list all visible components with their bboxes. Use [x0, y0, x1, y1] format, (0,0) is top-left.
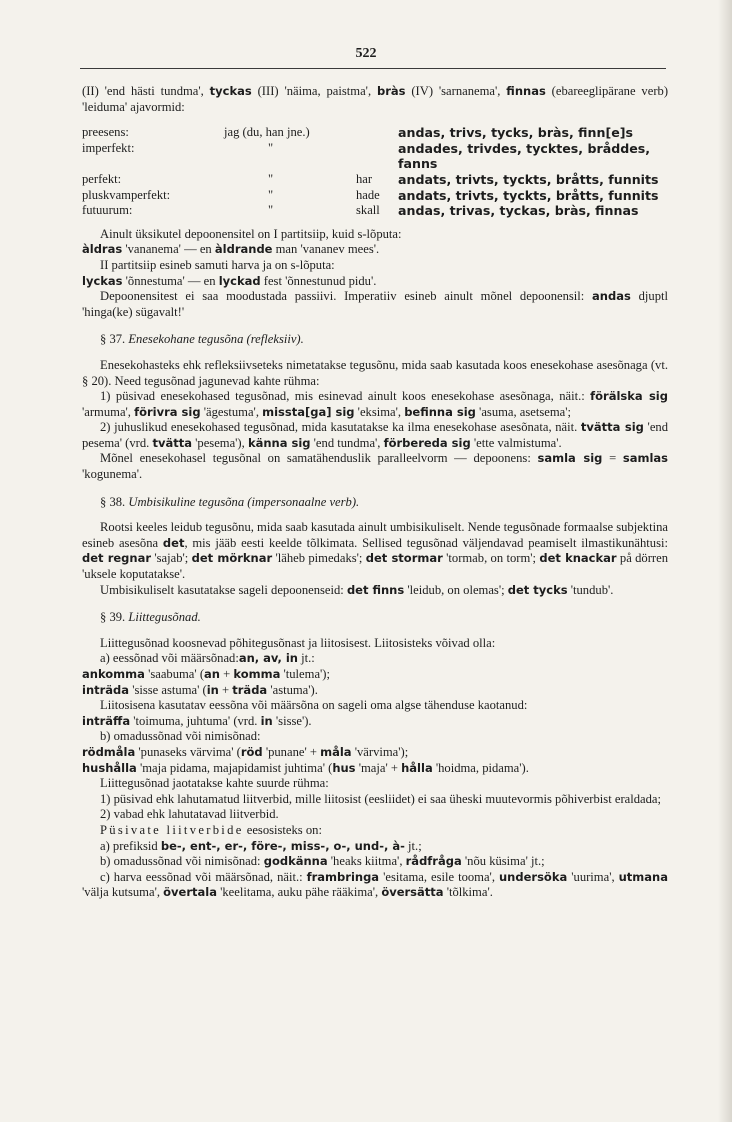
conjugation-table — [82, 125, 668, 219]
paragraph: Rootsi keeles leidub tegusõnu, mida saab kasutada ainult umbisikuliselt. Nende tegusõnade formaalse subjektina esineb asesõna det, mis jääb eesti keelde tõlkimata. Sellised tegusõnad väljendavad peamiselt ilmastikunähtusi: det regnar 'sajab'; det mörknar 'läheb pimedaks'; det stormar 'tormab, on torm'; det knackar på dörren 'uksele koputatakse'. — [82, 520, 668, 582]
paragraph: Enesekohasteks ehk refleksiivseteks nimetatakse tegusõnu, mida saab kasutada koos enesekohase asesõnaga (vt. § 20). Need tegusõnad jagunevad kahte rühma: — [82, 357, 668, 388]
page-number: 522 — [355, 46, 377, 61]
paragraph: Umbisikuliselt kasutatakse sageli depoonenseid: det finns 'leidub, on olemas'; det tycks 'tundub'. — [100, 582, 614, 597]
deponent-note: Depoonensitest ei saa moodustada passiivi. Imperatiiv esineb ainult mõnel depoonensil: andas djuptl 'hinga(ke) sügavalt!' — [82, 289, 668, 319]
deponent-example: lyckas 'õnnestuma' — en lyckad fest 'õnnestunud pidu'. — [82, 273, 377, 288]
intro-paragraph: (II) 'end hästi tundma', tyckas (III) 'näima, paistma', bràs (IV) 'sarnanema', finnas (ebareeglipärane verb) 'leiduma' ajavormid: — [82, 84, 669, 114]
header-rule — [80, 68, 666, 69]
section-heading-39: § 39. Liittegusõnad. — [100, 610, 201, 625]
paragraph: 1) püsivad enesekohased tegusõnad, mis esinevad ainult koos enesekohase asesõnaga, näit.: förälska sig 'armuma', förivra sig 'ägestuma', missta[ga] sig 'eksima', befinna sig 'asuma, asetsema'; — [82, 389, 668, 419]
paragraph: a) prefiksid be-, ent-, er-, före-, miss-, o-, und-, à- jt.; — [100, 838, 422, 853]
paragraph: Liittegusõnad jaotatakse kahte suurde rühma: — [100, 776, 329, 791]
example-line: rödmåla 'punaseks värvima' (röd 'punane' + måla 'värvima'); — [82, 744, 409, 759]
conjugation-row: imperfekt: " andades, trivdes, tycktes, bråddes, fanns — [82, 140, 651, 172]
deponent-example: àldras 'vananema' — en àldrande man 'vananev mees'. — [82, 242, 380, 257]
deponent-note: Ainult üksikutel depoonensitel on I partitsiip, kuid s-lõputa: — [100, 226, 402, 241]
page-edge-shadow — [718, 0, 732, 1122]
paragraph: b) omadussõnad või nimisõnad: — [100, 729, 261, 744]
page-content — [82, 84, 668, 901]
paragraph: c) harva eessõnad või määrsõnad, näit.: frambringa 'esitama, esile tooma', undersöka 'uurima', utmana 'välja kutsuma', övertala 'keelitama, auku pähe rääkima', översätta 'tõlkima'. — [82, 869, 668, 900]
conjugation-row: pluskvamperfekt: " hade andats, trivts, tyckts, bråtts, funnits — [82, 187, 659, 203]
conjugation-row: perfekt: " har andats, trivts, tyckts, bråtts, funnits — [82, 171, 659, 187]
paragraph: Liittegusõnad koosnevad põhitegusõnast ja liitosisest. Liitosisteks võivad olla: — [100, 635, 496, 650]
example-line: inträffa 'toimuma, juhtuma' (vrd. in 'sisse'). — [82, 713, 312, 728]
section-heading-38: § 38. Umbisikuline tegusõna (impersonaalne verb). — [100, 494, 360, 509]
conjugation-row: preesens: jag (du, han jne.) andas, trivs, tycks, bràs, finn[e]s — [82, 125, 634, 141]
conjugation-row: futuurum: " skall andas, trivas, tyckas, bràs, finnas — [82, 203, 639, 219]
example-line: hushålla 'maja pidama, majapidamist juhtima' (hus 'maja' + hålla 'hoidma, pidama'). — [82, 760, 529, 775]
paragraph: Püsivate liitverbide eesosisteks on: — [100, 822, 322, 837]
section-heading-37: § 37. Enesekohane tegusõna (refleksiiv). — [100, 332, 304, 347]
paragraph: Mõnel enesekohasel tegusõnal on samatähenduslik paralleelvorm — depoonens: samla sig = samlas 'kogunema'. — [82, 451, 668, 482]
paragraph: Liitosisena kasutatav eessõna või määrsõna on sageli oma algse tähenduse kaotanud: — [100, 698, 528, 713]
paragraph: b) omadussõnad või nimisõnad: godkänna 'heaks kiitma', rådfråga 'nõu küsima' jt.; — [100, 854, 545, 869]
example-line: inträda 'sisse astuma' (in + träda 'astuma'). — [82, 682, 318, 697]
paragraph: a) eessõnad või määrsõnad:an, av, in jt.: — [100, 651, 315, 666]
example-line: ankomma 'saabuma' (an + komma 'tulema'); — [82, 667, 330, 681]
paragraph: 2) vabad ehk lahutatavad liitverbid. — [100, 807, 279, 822]
paragraph: 2) juhuslikud enesekohased tegusõnad, mida kasutatakse ka ilma enesekohase asesõnata, näit. tvätta sig 'end pesema' (vrd. tvätta 'pesema'), känna sig 'end tundma', förbereda sig 'ette valmistuma'. — [82, 420, 669, 450]
paragraph: 1) püsivad ehk lahutamatud liitverbid, mille liitosist (eesliidet) ei saa üheski muutevormis põhiverbist eraldada; — [100, 791, 661, 806]
deponent-note: II partitsiip esineb samuti harva ja on s-lõputa: — [100, 257, 335, 272]
